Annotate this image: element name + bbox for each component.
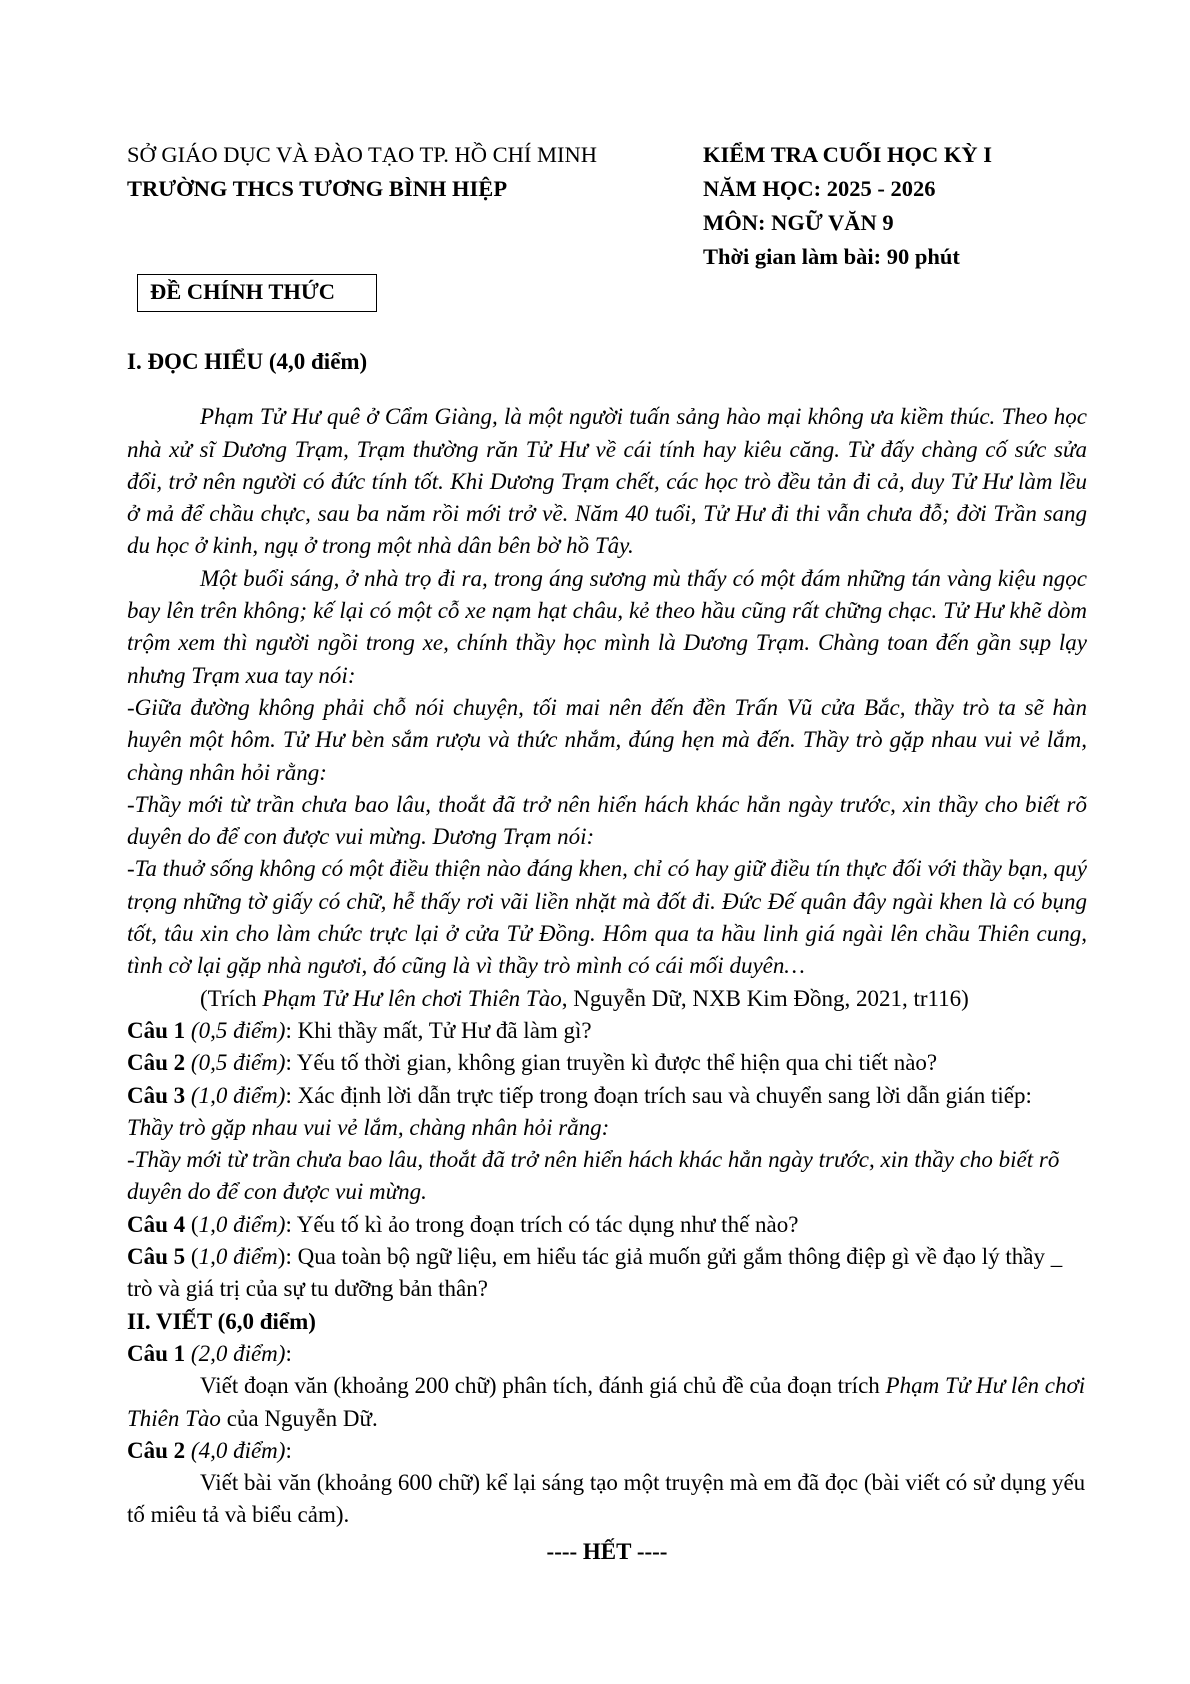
quote-line: Thầy trò gặp nhau vui vẻ lắm, chàng nhân hỏi rằng: (127, 1114, 610, 1140)
question-2: Câu 2 (0,5 điểm): Yếu tố thời gian, không gian truyền kì được thể hiện qua chi tiết nào? (127, 1050, 938, 1076)
passage-paragraph: -Thầy mới từ trần chưa bao lâu, thoắt đã trở nên hiển hách khác hẳn ngày trước, xin thầy cho biết rõ duyên do để con được vui mừng. Dương Trạm nói: (127, 791, 1087, 850)
writing-question-2: Câu 2 (4,0 điểm): (127, 1437, 292, 1463)
exam-body (127, 346, 1087, 1568)
question-4: Câu 4 (1,0 điểm): Yếu tố kì ảo trong đoạn trích có tác dụng như thế nào? (127, 1211, 799, 1237)
question-3: Câu 3 (1,0 điểm): Xác định lời dẫn trực tiếp trong đoạn trích sau và chuyển sang lời dẫn gián tiếp: (127, 1082, 1032, 1108)
duration: Thời gian làm bài: 90 phút (703, 244, 960, 269)
school-name: TRƯỜNG THCS TƯƠNG BÌNH HIỆP (127, 176, 508, 201)
header-right (703, 138, 1143, 274)
header-left (127, 138, 687, 206)
department-name: SỞ GIÁO DỤC VÀ ĐÀO TẠO TP. HỒ CHÍ MINH (127, 142, 598, 167)
end-marker: ---- HẾT ---- (546, 1538, 668, 1564)
writing-question-1: Câu 1 (2,0 điểm): (127, 1340, 292, 1366)
passage-paragraph: Phạm Tử Hư quê ở Cẩm Giàng, là một người tuấn sảng hào mại không ưa kiềm thúc. Theo học nhà xử sĩ Dương Trạm, Trạm thường răn Tử Hư về cái tính hay kiêu căng. Từ đấy chàng cố sức sửa đổi, trở nên người có đức tính tốt. Khi Dương Trạm chết, các học trò đều tản đi cả, duy Tử Hư làm lều ở mả để chầu chực, sau ba năm rồi mới trở về. Năm 40 tuổi, Tử Hư đi thi vẫn chưa đỗ; đời Trần sang du học ở kinh, ngụ ở trong một nhà dân bên bờ hồ Tây. (127, 404, 1087, 559)
passage-paragraph: Một buổi sáng, ở nhà trọ đi ra, trong áng sương mù thấy có một đám những tán vàng kiệu ngọc bay lên trên không; kế lại có một cỗ xe nạm hạt châu, kẻ theo hầu cũng rất chững chạc. Tử Hư khẽ dòm trộm xem thì người ngồi trong xe, chính thầy học mình là Dương Trạm. Chàng toan đến gần sụp lạy nhưng Trạm xua tay nói: (127, 565, 1087, 688)
passage-paragraph: -Giữa đường không phải chỗ nói chuyện, tối mai nên đến đền Trấn Vũ cửa Bắc, thầy trò ta sẽ hàn huyên một hôm. Tử Hư bèn sắm rượu và thức nhắm, đúng hẹn mà đến. Thầy trò gặp nhau vui vẻ lắm, chàng nhân hỏi rằng: (127, 694, 1087, 785)
passage-paragraph: -Ta thuở sống không có một điều thiện nào đáng khen, chỉ có hay giữ điều tín thực đối với thầy bạn, quý trọng những tờ giấy có chữ, hễ thấy rơi vãi liền nhặt mà đốt đi. Đức Đế quân đây ngài khen là có bụng tốt, tâu xin cho làm chức trực lại ở cửa Tử Đồng. Hôm qua ta hầu linh giá ngài lên chầu Thiên cung, tình cờ lại gặp nhà ngươi, đó cũng là vì thầy trò mình có cái mối duyên… (127, 856, 1087, 979)
writing-question-2-text: Viết bài văn (khoảng 600 chữ) kể lại sáng tạo một truyện mà em đã đọc (bài viết có sử dụng yếu tố miêu tả và biểu cảm). (127, 1470, 1086, 1528)
quote-line: -Thầy mới từ trần chưa bao lâu, thoắt đã trở nên hiển hách khác hẳn ngày trước, xin thầy cho biết rõ duyên do để con được vui mừng. (127, 1147, 1060, 1205)
writing-question-1-text: Viết đoạn văn (khoảng 200 chữ) phân tích, đánh giá chủ đề của đoạn trích Phạm Tử Hư lên chơi Thiên Tào của Nguyễn Dữ. (127, 1373, 1086, 1431)
question-5: Câu 5 (1,0 điểm): Qua toàn bộ ngữ liệu, em hiểu tác giả muốn gửi gắm thông điệp gì về đạo lý thầy _ trò và giá trị của sự tu dưỡng bản thân? (127, 1244, 1063, 1302)
school-year: NĂM HỌC: 2025 - 2026 (703, 176, 936, 201)
exam-title: KIỂM TRA CUỐI HỌC KỲ I (703, 142, 992, 167)
section-writing-title: II. VIẾT (6,0 điểm) (127, 1308, 316, 1334)
question-1: Câu 1 (0,5 điểm): Khi thầy mất, Tử Hư đã làm gì? (127, 1017, 592, 1043)
section-reading-title: I. ĐỌC HIỂU (4,0 điểm) (127, 349, 368, 374)
official-badge: ĐỀ CHÍNH THỨC (137, 274, 377, 312)
subject: MÔN: NGỮ VĂN 9 (703, 210, 894, 235)
source-title: Phạm Tử Hư lên chơi Thiên Tào (262, 985, 562, 1011)
passage-source: (Trích Phạm Tử Hư lên chơi Thiên Tào, Nguyễn Dữ, NXB Kim Đồng, 2021, tr116) (200, 985, 969, 1011)
